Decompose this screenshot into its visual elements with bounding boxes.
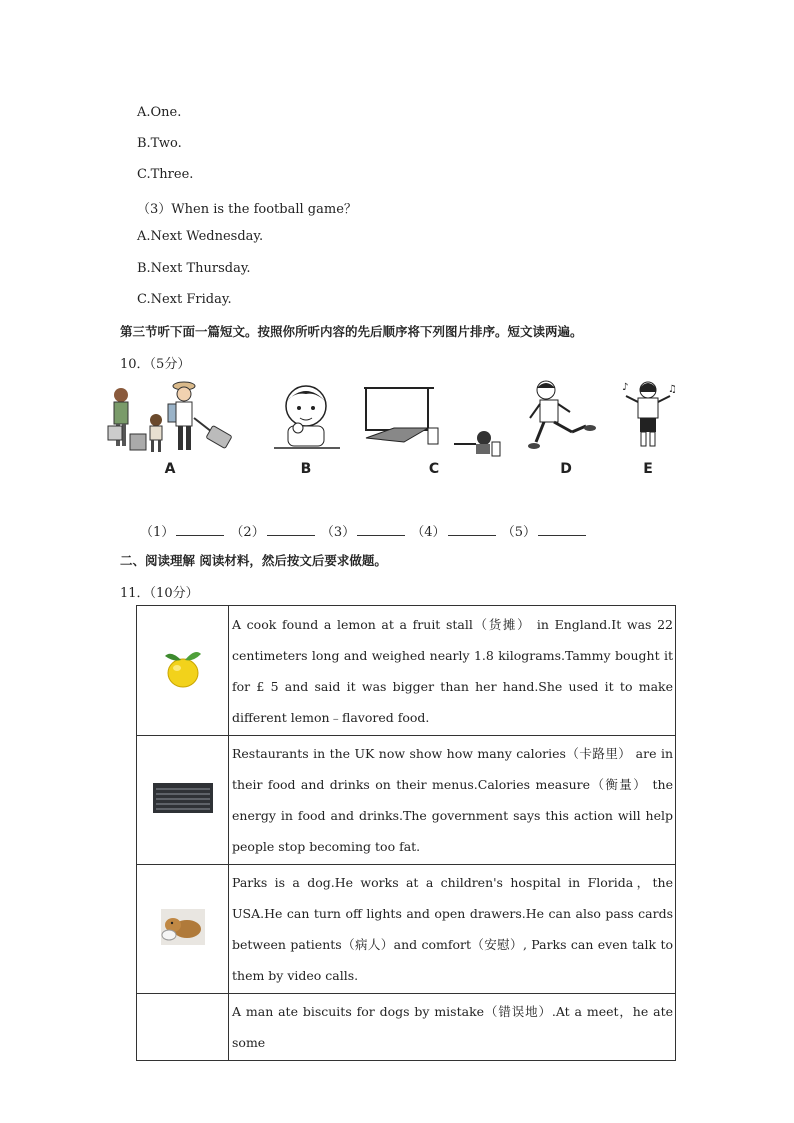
blank-label-3: （3） <box>320 525 356 540</box>
table-row <box>137 865 676 994</box>
table-row <box>137 606 676 736</box>
svg-text:♫: ♫ <box>668 384 677 395</box>
table-row <box>137 736 676 865</box>
lemon-icon <box>163 648 203 690</box>
boy-eating-icon <box>272 378 342 458</box>
svg-text:♪: ♪ <box>622 382 629 393</box>
blank-label-1: （1） <box>140 525 175 540</box>
reading-text-4: A man ate biscuits for dogs by mistake（错误地）.At a meet，he ate some <box>229 994 676 1061</box>
table-image-cell <box>137 865 229 994</box>
picture-d <box>526 378 602 480</box>
picture-b <box>272 378 342 480</box>
option-q2-b: B.Two. <box>137 136 182 151</box>
reading-table <box>136 605 676 1061</box>
picture-d-label: D <box>560 461 572 477</box>
answer-blank-1[interactable] <box>176 523 224 536</box>
picture-c-label: C <box>428 461 440 477</box>
reading-text-3: Parks is a dog.He works at a children's hospital in Florida，the USA.He can turn off lights and open drawers.He can also pass cards between patients（病人）and comfort（安慰）, Parks can even talk to them by video calls. <box>229 865 676 994</box>
blank-label-4: （4） <box>411 525 446 540</box>
picture-row <box>104 378 684 480</box>
question-3: （3）When is the football game？ <box>137 202 357 217</box>
picture-a-label: A <box>164 461 176 477</box>
answer-blank-5[interactable] <box>538 523 586 536</box>
option-q3-b: B.Next Thursday. <box>137 261 251 276</box>
picture-c <box>364 378 504 480</box>
section3-instruction: 第三节听下面一篇短文。按照你所听内容的先后顺序将下列图片排序。短文读两遍。 <box>120 324 583 339</box>
option-q2-c: C.Three. <box>137 167 194 182</box>
table-image-cell <box>137 736 229 865</box>
girl-singing-icon <box>618 378 678 458</box>
boy-running-icon <box>526 378 602 458</box>
menu-board-icon <box>153 783 213 813</box>
table-image-cell <box>137 994 229 1061</box>
option-q3-a: A.Next Wednesday. <box>137 229 264 244</box>
option-q2-a: A.One. <box>137 105 182 120</box>
blank-label-2: （2） <box>230 525 265 540</box>
part2-heading: 二、阅读理解 阅读材料，然后按文后要求做题。 <box>120 553 387 568</box>
reading-text-2: Restaurants in the UK now show how many calories（卡路里） are in their food and drinks on their menus.Calories measure（衡量） the energy in food and drinks.The government says this action will help people stop becoming too fat. <box>229 736 676 865</box>
answer-blank-2[interactable] <box>267 523 315 536</box>
dog-icon <box>161 909 205 945</box>
answer-blank-4[interactable] <box>448 523 496 536</box>
blank-label-5: （5） <box>501 525 536 540</box>
picture-b-label: B <box>300 461 312 477</box>
picture-e <box>618 378 678 480</box>
picture-e-label: E <box>643 461 653 477</box>
answer-blank-3[interactable] <box>357 523 405 536</box>
table-row <box>137 994 676 1061</box>
question-10-header: 10．（5分） <box>120 357 191 372</box>
answer-blanks <box>140 521 588 540</box>
family-travel-icon <box>104 378 234 458</box>
reading-text-1: A cook found a lemon at a fruit stall（货摊） in England.It was 22 centimeters long and weighed nearly 1.8 kilograms.Tammy bought it for £ 5 and said it was bigger than her hand.She used it to make different lemon﹣flavored food. <box>229 606 676 736</box>
option-q3-c: C.Next Friday. <box>137 292 232 307</box>
picture-a <box>104 378 234 480</box>
classroom-icon <box>364 378 504 458</box>
table-image-cell <box>137 606 229 736</box>
question-11-header: 11．（10分） <box>120 586 199 601</box>
